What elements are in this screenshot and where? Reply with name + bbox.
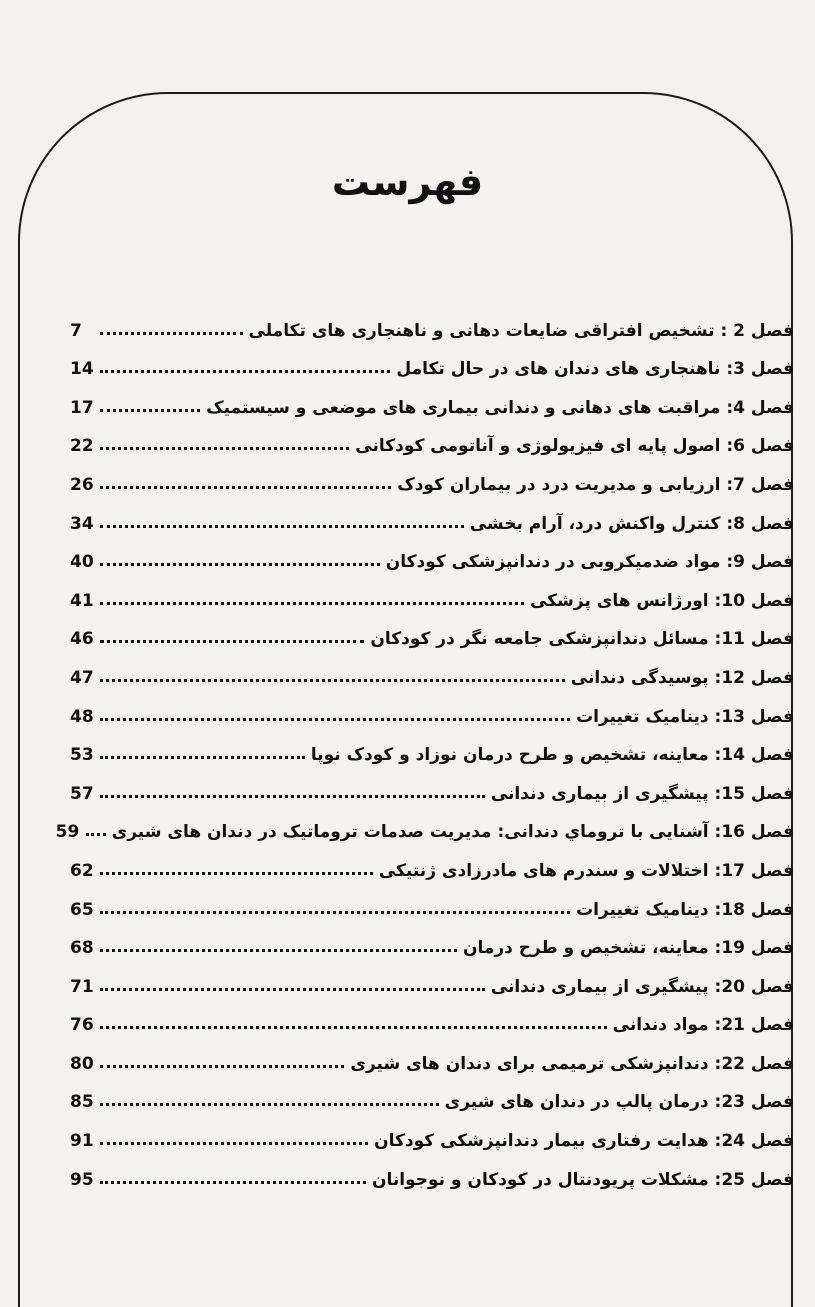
- toc-entry-page: 47: [70, 667, 94, 688]
- dot-leader: [100, 602, 524, 605]
- dot-leader: [100, 988, 485, 991]
- toc-entry-label: فصل 10: اورژانس های پزشکی: [530, 590, 794, 611]
- dot-leader: [100, 679, 565, 682]
- toc-entry-label: فصل 9: مواد ضدمیکروبی در دندانپزشکی کودکان: [385, 552, 794, 573]
- dot-leader: [100, 949, 457, 952]
- toc-entry-label: فصل 3: ناهنجاری های دندان های در حال تکامل: [396, 359, 794, 380]
- dot-leader: [100, 563, 380, 566]
- toc-entry-page: 53: [70, 745, 94, 766]
- toc-entry: [70, 534, 794, 573]
- toc-entry-label: فصل 15: پیشگیری از بیماری دندانی: [490, 783, 794, 804]
- toc-entry: [70, 341, 794, 380]
- dot-leader: [100, 1065, 344, 1068]
- toc-entry-page: 22: [70, 436, 94, 457]
- toc-entry: [55, 804, 794, 843]
- toc-entry-label: فصل 18: دینامیک تغییرات: [576, 899, 794, 920]
- dot-leader: [86, 833, 106, 836]
- toc-entry: [70, 611, 794, 650]
- dot-leader: [100, 1142, 368, 1145]
- toc-entry-page: 48: [70, 706, 94, 727]
- dot-leader: [100, 332, 243, 335]
- toc-entry-page: 41: [70, 590, 94, 611]
- toc-entry: [70, 881, 794, 920]
- dot-leader: [100, 486, 391, 489]
- toc-entry: [70, 495, 794, 534]
- toc-entry: [70, 1035, 794, 1074]
- toc-entry-label: فصل 22: دندانپزشکی ترمیمی برای دندان های شیری: [350, 1053, 794, 1074]
- toc-entry-page: 65: [70, 899, 94, 920]
- toc-entry-label: فصل 13: دینامیک تغییرات: [576, 706, 794, 727]
- toc-entry-label: فصل 20: پیشگیری از بیماری دندانی: [490, 976, 794, 997]
- toc-entry-page: 57: [70, 783, 94, 804]
- toc-entry: [70, 379, 794, 418]
- dot-leader: [100, 872, 373, 875]
- toc-entry-label: فصل 25: مشکلات پریودنتال در کودکان و نوجوانان: [371, 1169, 794, 1190]
- toc-entry-page: 7: [70, 320, 82, 341]
- dot-leader: [100, 640, 364, 643]
- toc-entry: [70, 572, 794, 611]
- toc-entry-page: 80: [70, 1053, 94, 1074]
- toc-entry: [70, 418, 794, 457]
- toc-entry-page: 17: [70, 397, 94, 418]
- dot-leader: [100, 911, 570, 914]
- dot-leader: [100, 756, 305, 759]
- toc-entry-page: 68: [70, 938, 94, 959]
- toc-entry-label: فصل 7: ارزیابی و مدیریت درد در بیماران کودک: [397, 474, 794, 495]
- toc-entry-label: فصل 8: کنترل واکنش درد، آرام بخشی: [469, 513, 794, 534]
- toc-entry-label: فصل 2 : تشخیص افتراقی ضایعات دهانی و ناهنجاری های تکاملی: [248, 320, 794, 341]
- toc-entry: [70, 958, 794, 997]
- toc-entry: [70, 997, 794, 1036]
- dot-leader: [100, 795, 485, 798]
- toc-entry-label: فصل 19: معاینه، تشخیص و طرح درمان: [462, 938, 794, 959]
- dot-leader: [100, 447, 349, 450]
- toc-entry-label: فصل 14: معاینه، تشخیص و طرح درمان نوزاد و کودک نوپا: [310, 745, 794, 766]
- dot-leader: [100, 409, 200, 412]
- toc-entry: [70, 765, 794, 804]
- toc-entry: [70, 727, 794, 766]
- toc-entry-label: فصل 12: پوسیدگی دندانی: [570, 667, 794, 688]
- toc-entry-label: فصل 23: درمان پالپ در دندان های شیری: [444, 1092, 794, 1113]
- toc-entry-label: فصل 16: آشنایی با تروماي دندانی: مدیریت صدمات تروماتیک در دندان های شیری: [111, 822, 794, 843]
- toc-entry-page: 59: [55, 822, 80, 843]
- toc-entry-label: فصل 17: اختلالات و سندرم های مادرزادی ژنتیکی: [378, 860, 794, 881]
- toc-entry: [70, 1112, 794, 1151]
- toc-entry-page: 95: [70, 1169, 94, 1190]
- dot-leader: [100, 1103, 439, 1106]
- dot-leader: [100, 525, 464, 528]
- dot-leader: [100, 718, 570, 721]
- toc-entry-page: 40: [70, 552, 94, 573]
- toc-entry: [70, 649, 794, 688]
- toc-entry-page: 34: [70, 513, 94, 534]
- toc-entry-label: فصل 11: مسائل دندانپزشکی جامعه نگر در کودکان: [370, 629, 794, 650]
- toc-entry-page: 46: [70, 629, 94, 650]
- toc-entry-page: 85: [70, 1092, 94, 1113]
- toc-entry-label: فصل 4: مراقبت های دهانی و دندانی بیماری های موضعی و سیستمیک: [206, 397, 794, 418]
- toc-entry-label: فصل 24: هدایت رفتاری بیمار دندانپزشکی کودکان: [374, 1131, 794, 1152]
- toc-entry-label: فصل 6: اصول پایه ای فیزیولوژی و آناتومی کودکانی: [355, 436, 794, 457]
- toc-entry-page: 76: [70, 1015, 94, 1036]
- toc-entry: [70, 456, 794, 495]
- toc-entry-label: فصل 21: مواد دندانی: [612, 1015, 794, 1036]
- toc-entry-page: 71: [70, 976, 94, 997]
- toc-entry: [70, 1074, 794, 1113]
- toc-entry: [70, 302, 794, 341]
- toc-entry-page: 91: [70, 1131, 94, 1152]
- table-of-contents: [55, 302, 794, 1190]
- toc-entry: [70, 688, 794, 727]
- toc-entry-page: 62: [70, 860, 94, 881]
- dot-leader: [100, 1026, 607, 1029]
- toc-entry: [70, 842, 794, 881]
- toc-entry-page: 14: [70, 359, 94, 380]
- page-title: فهرست: [331, 160, 484, 204]
- toc-entry-page: 26: [70, 474, 94, 495]
- toc-entry: [70, 920, 794, 959]
- dot-leader: [100, 1181, 366, 1184]
- dot-leader: [100, 370, 390, 373]
- toc-entry: [70, 1151, 794, 1190]
